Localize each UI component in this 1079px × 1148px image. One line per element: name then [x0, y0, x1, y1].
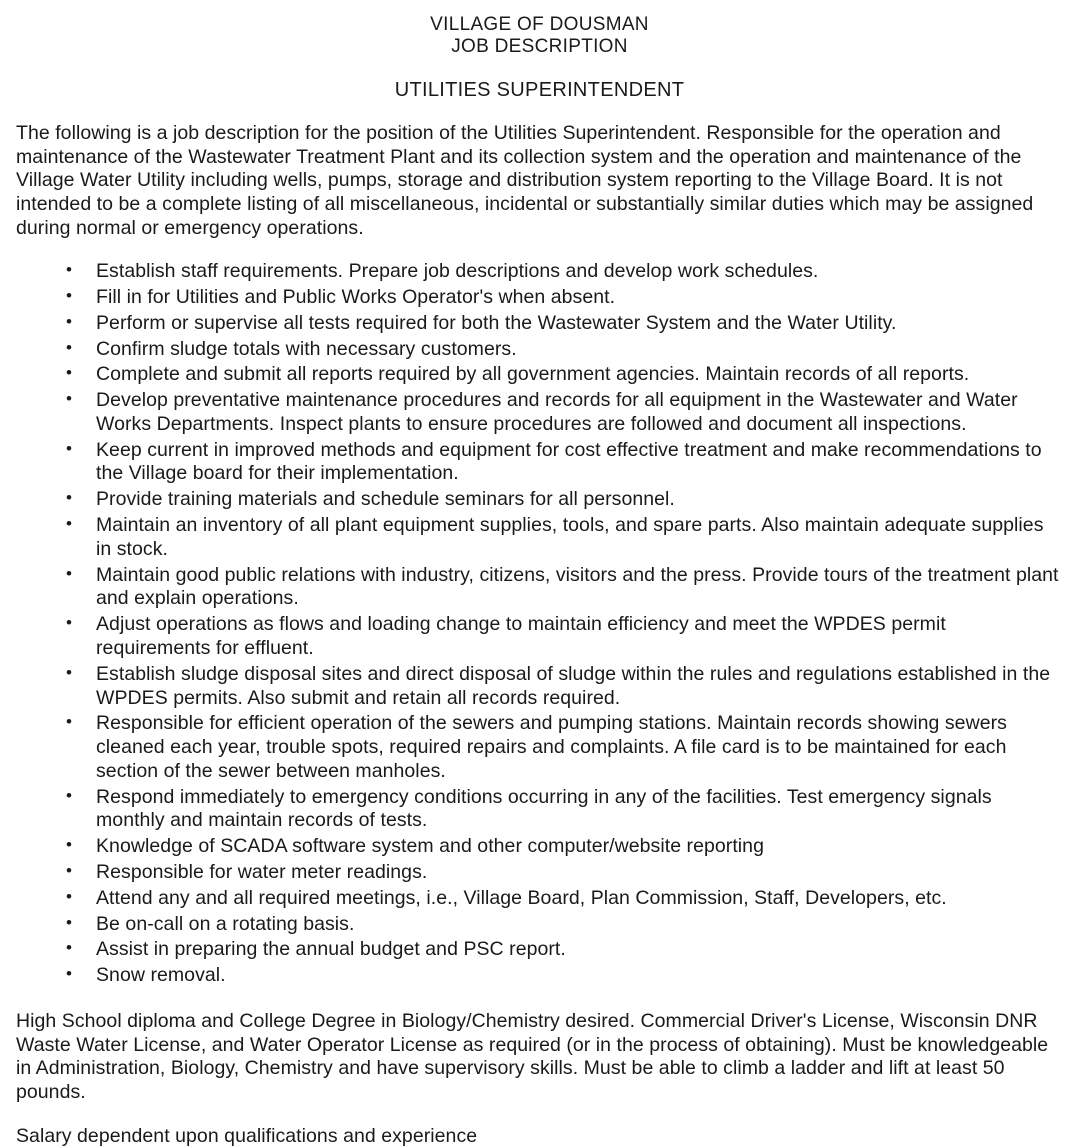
list-item: • Perform or supervise all tests required for both the Wastewater System and the Water Utility.	[16, 312, 1063, 336]
document-type: JOB DESCRIPTION	[16, 36, 1063, 58]
list-item: • Keep current in improved methods and equipment for cost effective treatment and make recommendations to the Village board for their implementation.	[16, 439, 1063, 487]
intro-paragraph: The following is a job description for the position of the Utilities Superintendent. Responsible for the operation and maintenance of the Wastewater Treatment Plant and its collection system and the operation and maintenance of the Village Water Utility including wells, pumps, storage and distribution system reporting to the Village Board. It is not intended to be a complete listing of all miscellaneous, incidental or substantially similar duties which may be assigned during normal or emergency operations.	[16, 122, 1063, 241]
salary-statement: Salary dependent upon qualifications and experience	[16, 1125, 1063, 1148]
duties-list	[16, 260, 1063, 988]
list-item: • Fill in for Utilities and Public Works Operator's when absent.	[16, 286, 1063, 310]
list-item: • Develop preventative maintenance procedures and records for all equipment in the Wastewater and Water Works Departments. Inspect plants to ensure procedures are followed and document all inspections.	[16, 389, 1063, 437]
list-item: • Responsible for efficient operation of the sewers and pumping stations. Maintain records showing sewers cleaned each year, trouble spots, required repairs and complaints. A file card is to be maintained for each section of the sewer between manholes.	[16, 712, 1063, 783]
list-item: • Confirm sludge totals with necessary customers.	[16, 338, 1063, 362]
list-item: • Assist in preparing the annual budget and PSC report.	[16, 938, 1063, 962]
list-item: • Knowledge of SCADA software system and other computer/website reporting	[16, 835, 1063, 859]
list-item: • Establish staff requirements. Prepare job descriptions and develop work schedules.	[16, 260, 1063, 284]
list-item: • Responsible for water meter readings.	[16, 861, 1063, 885]
list-item: • Provide training materials and schedule seminars for all personnel.	[16, 488, 1063, 512]
list-item: • Establish sludge disposal sites and direct disposal of sludge within the rules and regulations established in the WPDES permits. Also submit and retain all records required.	[16, 663, 1063, 711]
list-item: • Respond immediately to emergency conditions occurring in any of the facilities. Test emergency signals monthly and maintain records of tests.	[16, 786, 1063, 834]
document-header	[16, 14, 1063, 59]
qualifications-paragraph: High School diploma and College Degree in Biology/Chemistry desired. Commercial Driver's License, Wisconsin DNR Waste Water License, and Water Operator License as required (or in the process of obtaining). Must be knowledgeable in Administration, Biology, Chemistry and have supervisory skills. Must be able to climb a ladder and lift at least 50 pounds.	[16, 1010, 1063, 1105]
list-item: • Adjust operations as flows and loading change to maintain efficiency and meet the WPDES permit requirements for effluent.	[16, 613, 1063, 661]
list-item: • Snow removal.	[16, 964, 1063, 988]
organization-name: VILLAGE OF DOUSMAN	[16, 14, 1063, 36]
list-item: • Maintain good public relations with industry, citizens, visitors and the press. Provide tours of the treatment plant and explain operations.	[16, 564, 1063, 612]
page-title: UTILITIES SUPERINTENDENT	[16, 79, 1063, 102]
list-item: • Be on-call on a rotating basis.	[16, 913, 1063, 937]
list-item: • Complete and submit all reports required by all government agencies. Maintain records of all reports.	[16, 363, 1063, 387]
list-item: • Maintain an inventory of all plant equipment supplies, tools, and spare parts. Also maintain adequate supplies in stock.	[16, 514, 1063, 562]
list-item: • Attend any and all required meetings, i.e., Village Board, Plan Commission, Staff, Developers, etc.	[16, 887, 1063, 911]
